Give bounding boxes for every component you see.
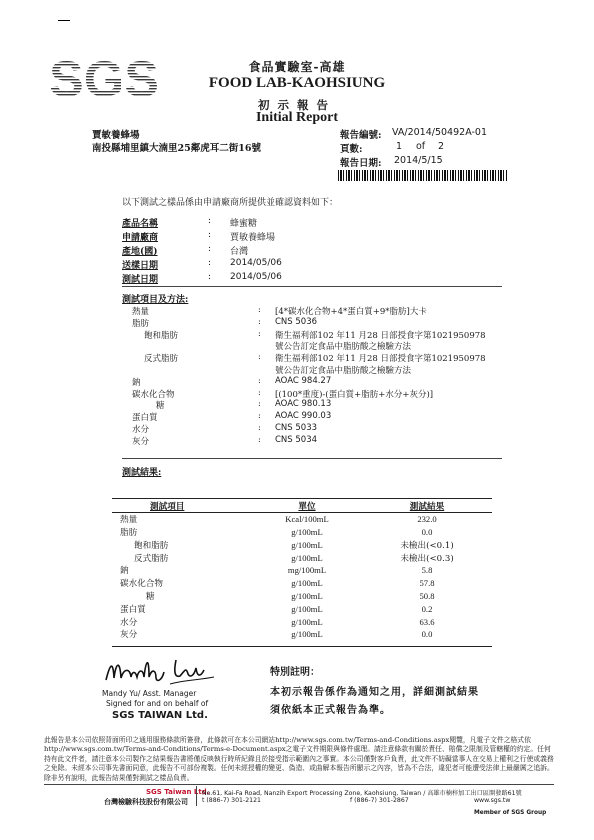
result-item: 飽和脂肪 [134,540,169,551]
method-text: AOAC 990.03 [275,411,332,422]
colon: : [258,375,261,386]
result-value: 0.2 [421,603,433,614]
results-heading: 測試結果: [122,468,162,478]
result-item: 反式脂肪 [134,553,169,564]
customer-address: 南投縣埔里鎮大湳里25鄰虎耳二街16號 [92,143,261,154]
terms-text: 此報告是本公司依照背面所印之通用服務條款所簽發，此條款可在本公司網站http://www.sgs.com.tw/Terms-and-Conditions.aspx閱覽，凡電子文件之格式依http://www.sgs.com.tw/Terms-and-Conditions/Terms-e-Document.aspx之電子文件期限與條件處理。請注意條款有關於責任、賠償之限制及管轄權的約定。任何持有此文件者，請注意本公司製作之結果報告書將僅反映執行時所紀錄且於接受指示範圍內之事實。本公司僅對客戶負責，此文件不妨礙當事人在交易上權利之行使或義務之免除。未經本公司事先書面同意，此報告不可部份複製。任何未經授權的變更、偽造、或曲解本報告所顯示之內容，皆為不合法，違犯者可能遭受法律上最嚴厲之追訴。除非另有說明，此報告結果僅對測試之樣品負責。 [44,736,554,782]
table-row [112,590,492,603]
sample-value: 台灣 [230,247,249,257]
result-unit: g/100mL [291,539,323,550]
result-item: 鈉 [120,566,129,577]
result-item: 熱量 [120,515,138,526]
customer-name: 賈敏養蜂場 [92,130,140,141]
report-date-value: 2014/5/15 [394,155,443,166]
method-row [122,317,522,329]
result-value: 57.8 [419,578,435,589]
method-item: 脂肪 [132,318,150,329]
method-text: 號公告訂定食品中脂肪酸之檢驗方法 [275,342,412,353]
special-note-line1: 本初示報告係作為通知之用，詳細測試結果 [270,687,479,698]
footer-company-cn: 台灣檢驗科技股份有限公司 [104,797,188,806]
page-label: 頁數: [340,144,363,155]
report-no-value: VA/2014/50492A-01 [392,127,487,138]
sample-label: 申請廠商 [122,233,159,243]
sample-row [122,258,442,272]
colon: : [208,258,212,268]
result-item: 碳水化合物 [120,579,163,590]
method-text: 號公告訂定食品中脂肪酸之檢驗方法 [275,365,412,376]
col-unit-header: 單位 [298,502,316,513]
result-unit: mg/100mL [287,565,327,576]
result-value: 63.6 [419,616,435,627]
method-text: [(100*重度)-(蛋白質+脂肪+水分+灰分)] [275,389,434,400]
footer-fax: f (886-7) 301-2867 [350,797,409,804]
results-table-bottom-rule [112,646,492,647]
sample-label: 送樣日期 [122,261,159,271]
colon: : [258,399,261,410]
result-item: 糖 [146,591,155,602]
col-result-header: 測試結果 [409,502,445,513]
colon: : [258,316,261,327]
table-row [112,602,492,615]
barcode [338,170,508,181]
method-item: 飽和脂肪 [144,330,179,341]
method-row [122,423,522,435]
sample-row [122,272,442,286]
table-row [112,628,492,641]
method-row [122,352,522,364]
page-total: 2 [438,141,445,152]
result-value: 未檢出(<0.3) [400,553,454,564]
table-row [112,526,492,539]
col-item-header: 測試項目 [150,502,185,513]
result-unit: g/100mL [291,578,323,589]
method-text: CNS 5036 [275,316,318,327]
sample-value: 2014/05/06 [230,258,282,268]
method-text: [4*碳水化合物+4*蛋白質+9*脂肪]大卡 [275,307,427,317]
colon: : [208,216,212,226]
sample-label: 產地(國) [122,247,158,257]
sample-info [122,216,442,286]
result-value: 232.0 [417,514,437,525]
handwritten-signature [104,650,224,690]
sample-value: 賈敏養蜂場 [230,233,276,243]
method-text: CNS 5033 [275,422,318,433]
result-value: 0.0 [421,629,433,640]
divider [122,286,502,287]
results-table [112,500,492,641]
methods-list [122,305,522,447]
sample-row [122,216,442,230]
footer-member: Member of SGS Group [474,810,547,816]
result-item: 脂肪 [120,527,138,538]
result-value: 未檢出(<0.1) [400,540,454,551]
result-unit: g/100mL [291,590,323,601]
signer-name: Mandy Yu/ Asst. Manager [102,689,197,698]
method-item: 蛋白質 [132,413,158,424]
colon: : [208,230,212,240]
results-table-top-rule [112,498,492,499]
company-name: SGS TAIWAN Ltd. [112,710,208,721]
sample-label: 測試日期 [122,275,159,285]
method-text: 衛生福利部102 年11 月28 日部授食字第1021950978 [275,354,486,365]
corner-mark [58,20,70,21]
result-value: 50.8 [419,590,435,601]
table-row [112,551,492,564]
method-text: AOAC 984.27 [275,375,332,386]
methods-heading: 測試項目及方法: [122,295,189,305]
report-date-label: 報告日期: [340,158,382,169]
method-row [122,364,522,376]
table-row [112,513,492,526]
table-row [112,564,492,577]
colon: : [258,305,261,315]
sample-row [122,230,442,244]
table-row [112,577,492,590]
special-note-title: 特別註明： [270,667,320,678]
footer-tel: t (886-7) 301-2121 [202,797,261,804]
colon: : [208,272,212,282]
result-unit: g/100mL [291,603,323,614]
method-row [122,399,522,411]
colon: : [258,422,261,433]
result-unit: g/100mL [291,526,323,537]
colon: : [258,352,261,363]
table-row [112,538,492,551]
colon: : [208,244,212,254]
colon: : [258,328,261,339]
report-type-cn: 初示報告 [258,98,336,112]
footer-address: No.61, Kai-Fa Road, Nanzih Export Processing Zone, Kaohsiung, Taiwan / 高雄市楠梓加工出口區開發路61號 [202,790,522,797]
method-row [122,388,522,400]
sample-row [122,244,442,258]
method-item: 水分 [132,424,150,435]
svg-text:SGS: SGS [49,52,159,104]
method-item: 碳水化合物 [132,389,175,400]
method-item: 灰分 [132,436,150,447]
method-item: 熱量 [132,307,150,317]
lab-title-en: FOOD LAB-KAOHSIUNG [208,75,386,91]
sample-value: 2014/05/06 [230,272,282,282]
colon: : [258,434,261,445]
footer-company-en: SGS Taiwan Ltd. [146,788,210,796]
result-unit: g/100mL [291,629,323,640]
report-type-en: Initial Report [255,110,339,125]
intro-text: 以下測試之樣品係由申請廠商所提供並確認資料如下： [122,198,339,208]
result-item: 蛋白質 [120,604,146,615]
lab-title-cn: 食品實驗室-高雄 [248,60,346,74]
colon: : [258,411,261,422]
result-value: 5.8 [421,565,433,576]
result-value: 0.0 [421,526,433,537]
footer-web[interactable]: www.sgs.tw [474,797,511,804]
method-text: 衛生福利部102 年11 月28 日部授食字第1021950978 [275,330,486,341]
colon: : [258,387,261,398]
method-row [122,376,522,388]
sample-value: 蜂蜜糖 [230,219,258,229]
result-unit: g/100mL [291,552,323,563]
footer-rule [44,784,554,785]
result-unit: g/100mL [291,616,323,627]
special-note-line2: 須依紙本正式報告為準。 [270,705,391,716]
signed-for-text: Signed for and on behalf of [106,699,209,708]
method-item: 鈉 [132,377,141,388]
method-text: AOAC 980.13 [275,399,332,410]
result-item: 水分 [120,617,138,628]
page-number: 1 [396,141,403,152]
method-text: CNS 5034 [275,434,318,445]
page-of: of [416,141,426,152]
results-header-row [112,500,492,513]
divider [122,458,502,459]
method-row [122,340,522,352]
method-row [122,435,522,447]
footer-divider [196,786,197,806]
result-item: 灰分 [120,630,138,641]
result-unit: Kcal/100mL [285,514,329,525]
method-item: 反式脂肪 [144,354,179,365]
method-row [122,305,522,317]
sample-label: 產品名稱 [122,219,159,229]
report-no-label: 報告編號: [340,130,382,141]
method-row [122,411,522,423]
method-row [122,329,522,341]
method-item: 糖 [156,401,165,412]
table-row [112,615,492,628]
